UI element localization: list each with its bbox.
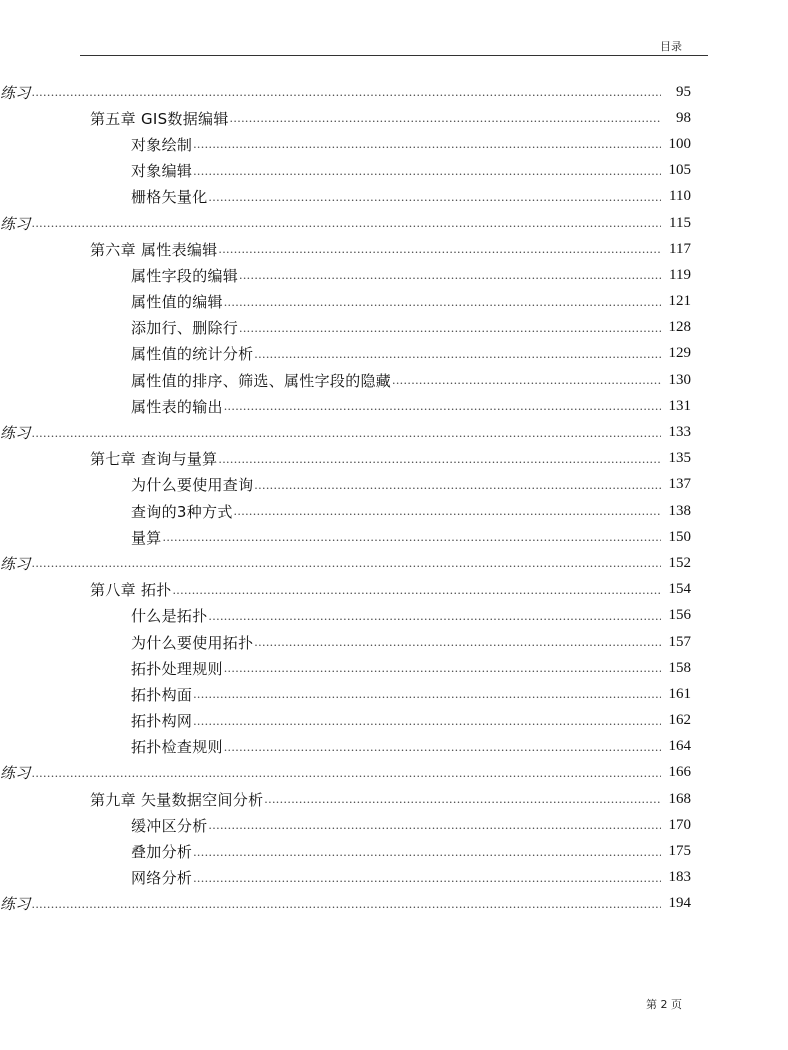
toc-entry-page-number: 131: [668, 397, 691, 414]
dot-leader: [218, 241, 661, 257]
toc-entry[interactable]: [0, 236, 788, 262]
toc-entry-title: 练习: [0, 83, 31, 102]
toc-entry[interactable]: [0, 812, 788, 838]
toc-entry-title: 网络分析: [131, 869, 193, 888]
toc-entry-page-number: 161: [668, 685, 691, 702]
toc-entry-page-number: 133: [668, 424, 691, 441]
toc-entry[interactable]: [0, 79, 788, 105]
dot-leader: [254, 634, 661, 650]
toc-entry-page-number: 121: [668, 293, 691, 310]
toc-entry-page-number: 138: [668, 502, 691, 519]
toc-entry-page-number: 110: [669, 188, 691, 205]
toc-entry-title: 什么是拓扑: [131, 607, 208, 626]
toc-entry-page-number: 95: [676, 83, 691, 100]
toc-entry-title: 属性值的排序、筛选、属性字段的隐藏: [131, 371, 392, 390]
toc-entry-title: 练习: [0, 424, 31, 443]
page-number-footer: 第 2 页: [646, 998, 682, 1011]
toc-entry[interactable]: [0, 446, 788, 472]
toc-entry[interactable]: [0, 708, 788, 734]
toc-entry-page-number: 105: [668, 162, 691, 179]
toc-entry[interactable]: [0, 472, 788, 498]
dot-leader: [239, 267, 661, 283]
toc-entry-title: 第八章 拓扑: [90, 581, 172, 600]
toc-entry-title: 属性值的统计分析: [131, 345, 254, 364]
toc-entry-title: 为什么要使用查询: [131, 476, 254, 495]
dot-leader: [392, 372, 661, 388]
dot-leader: [218, 451, 661, 467]
toc-entry-title: 缓冲区分析: [131, 816, 208, 835]
dot-leader: [163, 529, 661, 545]
toc-entry[interactable]: [0, 550, 788, 576]
toc-entry-title: 对象绘制: [131, 135, 193, 154]
dot-leader: [32, 765, 661, 781]
dot-leader: [224, 398, 661, 414]
toc-entry[interactable]: [0, 786, 788, 812]
dot-leader: [32, 555, 661, 571]
toc-entry[interactable]: [0, 289, 788, 315]
toc-entry[interactable]: [0, 603, 788, 629]
toc-entry-page-number: 170: [668, 816, 691, 833]
toc-entry[interactable]: [0, 655, 788, 681]
running-header-title: 目录: [660, 40, 682, 53]
toc-entry-title: 拓扑检查规则: [131, 738, 223, 757]
toc-entry-title: 对象编辑: [131, 162, 193, 181]
dot-leader: [193, 870, 661, 886]
toc-entry-page-number: 117: [669, 240, 691, 257]
dot-leader: [239, 320, 661, 336]
toc-entry-page-number: 175: [668, 843, 691, 860]
toc-entry-page-number: 158: [668, 659, 691, 676]
toc-entry-title: 拓扑构网: [131, 712, 193, 731]
dot-leader: [254, 346, 661, 362]
header-rule: [80, 55, 708, 56]
toc-entry[interactable]: [0, 262, 788, 288]
toc-entry[interactable]: [0, 158, 788, 184]
toc-entry[interactable]: [0, 524, 788, 550]
toc-entry-page-number: 137: [668, 476, 691, 493]
dot-leader: [224, 739, 661, 755]
toc-entry-page-number: 168: [668, 790, 691, 807]
toc-entry-page-number: 164: [668, 738, 691, 755]
toc-entry[interactable]: [0, 891, 788, 917]
toc-entry-title: 添加行、删除行: [131, 319, 239, 338]
toc-entry[interactable]: [0, 577, 788, 603]
toc-entry-page-number: 194: [668, 895, 691, 912]
toc-entry-page-number: 154: [668, 581, 691, 598]
toc-entry-page-number: 166: [668, 764, 691, 781]
toc-entry-title: 查询的3种方式: [131, 502, 233, 521]
toc-entry-page-number: 129: [668, 345, 691, 362]
toc-entry-page-number: 128: [668, 319, 691, 336]
dot-leader: [264, 791, 661, 807]
toc-entry-title: 第五章 GIS数据编辑: [90, 109, 229, 128]
toc-entry[interactable]: [0, 393, 788, 419]
dot-leader: [209, 189, 661, 205]
toc-entry-title: 叠加分析: [131, 843, 193, 862]
toc-entry-page-number: 98: [676, 109, 691, 126]
toc-entry-title: 练习: [0, 764, 31, 783]
toc-entry[interactable]: [0, 760, 788, 786]
toc-entry[interactable]: [0, 315, 788, 341]
dot-leader: [32, 215, 661, 231]
dot-leader: [193, 686, 661, 702]
dot-leader: [173, 582, 661, 598]
toc-entry-title: 栅格矢量化: [131, 188, 208, 207]
toc-entry-page-number: 156: [668, 607, 691, 624]
dot-leader: [224, 294, 661, 310]
table-of-contents: [0, 79, 788, 917]
toc-entry-title: 第六章 属性表编辑: [90, 240, 218, 259]
toc-entry[interactable]: [0, 734, 788, 760]
toc-entry-page-number: 130: [668, 371, 691, 388]
toc-entry-title: 第九章 矢量数据空间分析: [90, 790, 264, 809]
toc-entry-title: 属性字段的编辑: [131, 266, 239, 285]
dot-leader: [32, 896, 661, 912]
toc-entry-page-number: 150: [668, 528, 691, 545]
toc-entry[interactable]: [0, 498, 788, 524]
toc-entry-title: 属性表的输出: [131, 397, 223, 416]
dot-leader: [193, 163, 661, 179]
dot-leader: [32, 425, 661, 441]
toc-entry-page-number: 119: [669, 266, 691, 283]
toc-entry-title: 练习: [0, 214, 31, 233]
toc-entry[interactable]: [0, 629, 788, 655]
toc-entry[interactable]: [0, 184, 788, 210]
dot-leader: [193, 713, 661, 729]
toc-entry-page-number: 115: [669, 214, 691, 231]
toc-entry-page-number: 162: [668, 712, 691, 729]
toc-entry-title: 量算: [131, 528, 162, 547]
dot-leader: [254, 477, 661, 493]
toc-entry-title: 第七章 查询与量算: [90, 450, 218, 469]
dot-leader: [234, 503, 661, 519]
toc-entry-page-number: 152: [668, 554, 691, 571]
dot-leader: [209, 817, 661, 833]
toc-entry-title: 属性值的编辑: [131, 293, 223, 312]
toc-entry-title: 练习: [0, 895, 31, 914]
toc-entry[interactable]: [0, 367, 788, 393]
toc-entry[interactable]: [0, 419, 788, 445]
toc-entry-page-number: 100: [668, 135, 691, 152]
toc-entry-title: 练习: [0, 554, 31, 573]
dot-leader: [193, 844, 661, 860]
dot-leader: [32, 84, 661, 100]
dot-leader: [224, 660, 661, 676]
toc-entry-page-number: 157: [668, 633, 691, 650]
toc-entry[interactable]: [0, 131, 788, 157]
dot-leader: [193, 136, 661, 152]
toc-entry-title: 为什么要使用拓扑: [131, 633, 254, 652]
toc-entry[interactable]: [0, 210, 788, 236]
toc-entry-title: 拓扑构面: [131, 685, 193, 704]
toc-entry[interactable]: [0, 341, 788, 367]
toc-entry[interactable]: [0, 865, 788, 891]
toc-entry[interactable]: [0, 681, 788, 707]
dot-leader: [209, 608, 661, 624]
toc-entry-title: 拓扑处理规则: [131, 659, 223, 678]
toc-entry-page-number: 135: [668, 450, 691, 467]
toc-entry[interactable]: [0, 105, 788, 131]
toc-entry[interactable]: [0, 838, 788, 864]
dot-leader: [230, 110, 661, 126]
toc-entry-page-number: 183: [668, 869, 691, 886]
